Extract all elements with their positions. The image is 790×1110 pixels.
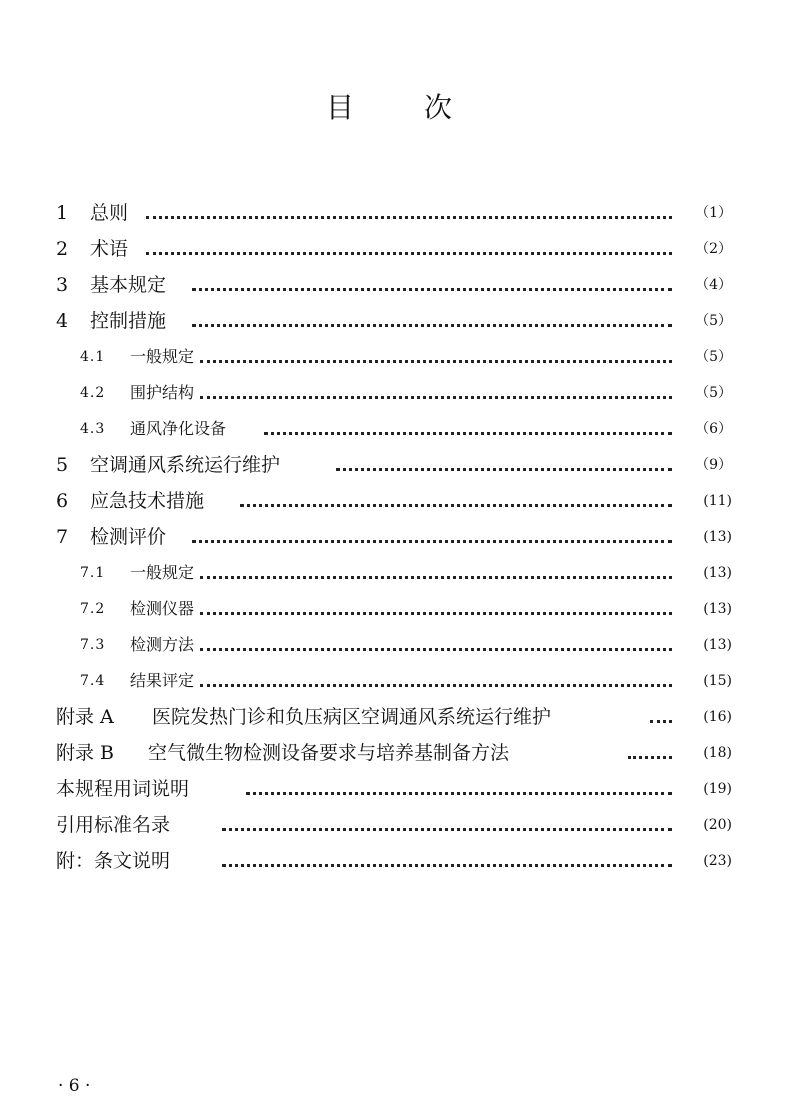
- toc-leader-dots: [192, 288, 672, 291]
- toc-entry-title: 检测仪器: [130, 599, 195, 618]
- toc-entry-title: 通风净化设备: [130, 419, 227, 438]
- toc-entry-6[interactable]: [0, 486, 790, 516]
- toc-leader-dots: [146, 252, 672, 255]
- toc-entry-7-3[interactable]: [0, 630, 790, 660]
- toc-entry-title: 围护结构: [130, 383, 195, 402]
- toc-entry-number: 4.3: [80, 421, 106, 437]
- toc-leader-dots: [246, 792, 672, 795]
- toc-entry-number: 4.1: [80, 349, 106, 365]
- toc-entry-page: （5）: [695, 349, 732, 365]
- toc-entry-page: (13): [703, 637, 732, 653]
- toc-entry-3[interactable]: [0, 270, 790, 300]
- toc-entry-number: 6: [56, 490, 69, 512]
- toc-entry-number: 7.1: [80, 565, 106, 581]
- toc-entry-page: （1）: [695, 205, 732, 221]
- toc-leader-dots: [200, 648, 672, 651]
- toc-leader-dots: [200, 396, 672, 399]
- toc-entry-number: 附录 B: [56, 742, 115, 764]
- toc-entry-number: 4.2: [80, 385, 106, 401]
- toc-entry-appendix-b[interactable]: [0, 738, 790, 768]
- toc-leader-dots: [336, 468, 672, 471]
- toc-entry-number: 5: [56, 454, 69, 476]
- toc-entry-usage-notes[interactable]: [0, 774, 790, 804]
- toc-entry-1[interactable]: [0, 198, 790, 228]
- toc-entry-7-2[interactable]: [0, 594, 790, 624]
- toc-entry-title: 一般规定: [130, 563, 195, 582]
- toc-leader-dots: [200, 612, 672, 615]
- toc-leader-dots: [628, 756, 672, 759]
- toc-leader-dots: [146, 216, 672, 219]
- toc-entry-page: （6）: [695, 421, 732, 437]
- toc-entry-page: (20): [703, 817, 732, 833]
- toc-entry-number: 7.3: [80, 637, 106, 653]
- toc-title-char-1: 目: [326, 91, 355, 124]
- toc-entry-page: (13): [703, 565, 732, 581]
- toc-entry-page: (11): [703, 493, 732, 509]
- toc-entry-7[interactable]: [0, 522, 790, 552]
- toc-leader-dots: [264, 432, 672, 435]
- toc-entry-number: 4: [56, 310, 69, 332]
- toc-entry-title: 一般规定: [130, 347, 195, 366]
- toc-leader-dots: [222, 864, 672, 867]
- toc-entry-title: 结果评定: [130, 671, 195, 690]
- toc-entry-title: 检测方法: [130, 635, 195, 654]
- toc-entry-5[interactable]: [0, 450, 790, 480]
- toc-entry-title: 应急技术措施: [90, 490, 205, 512]
- toc-entry-appendix-a[interactable]: [0, 702, 790, 732]
- toc-entry-7-1[interactable]: [0, 558, 790, 588]
- toc-entry-title: 术语: [90, 238, 129, 260]
- toc-entry-title: 本规程用词说明: [56, 778, 190, 800]
- page-number: · 6 ·: [58, 1076, 91, 1096]
- toc-title: [0, 86, 790, 130]
- toc-entry-page: (18): [703, 745, 732, 761]
- toc-entry-title: 总则: [90, 202, 129, 224]
- toc-entry-page: （5）: [695, 385, 732, 401]
- toc-entry-page: （2）: [695, 241, 732, 257]
- toc-leader-dots: [200, 684, 672, 687]
- toc-entry-title: 附：条文说明: [56, 850, 171, 872]
- toc-entry-page: (13): [703, 529, 732, 545]
- toc-entry-number: 1: [56, 202, 69, 224]
- toc-entry-page: （9）: [695, 457, 732, 473]
- toc-entry-page: (23): [703, 853, 732, 869]
- toc-entry-number: 3: [56, 274, 69, 296]
- toc-entry-page: （5）: [695, 313, 732, 329]
- toc-entry-page: (19): [703, 781, 732, 797]
- toc-entry-page: (16): [703, 709, 732, 725]
- toc-leader-dots: [192, 324, 672, 327]
- toc-entry-4-1[interactable]: [0, 342, 790, 372]
- toc-entry-page: (13): [703, 601, 732, 617]
- toc-entry-2[interactable]: [0, 234, 790, 264]
- toc-entry-page: (15): [703, 673, 732, 689]
- toc-title-char-2: 次: [424, 91, 453, 124]
- toc-entry-title: 空气微生物检测设备要求与培养基制备方法: [148, 742, 510, 764]
- toc-leader-dots: [192, 540, 672, 543]
- toc-entry-number: 7.2: [80, 601, 106, 617]
- toc-leader-dots: [650, 720, 672, 723]
- toc-entry-number: 7.4: [80, 673, 106, 689]
- toc-entry-title: 医院发热门诊和负压病区空调通风系统运行维护: [152, 706, 552, 728]
- toc-entry-number: 附录 A: [56, 706, 114, 728]
- toc-entry-number: 7: [56, 526, 69, 548]
- toc-entry-title: 检测评价: [90, 526, 167, 548]
- toc-entry-title: 引用标准名录: [56, 814, 171, 836]
- toc-entry-number: 2: [56, 238, 69, 260]
- toc-leader-dots: [200, 360, 672, 363]
- toc-entry-4-3[interactable]: [0, 414, 790, 444]
- toc-entry-referenced-standards[interactable]: [0, 810, 790, 840]
- toc-entry-4-2[interactable]: [0, 378, 790, 408]
- toc-entry-4[interactable]: [0, 306, 790, 336]
- toc-entry-title: 基本规定: [90, 274, 167, 296]
- toc-leader-dots: [200, 576, 672, 579]
- toc-entry-title: 控制措施: [90, 310, 167, 332]
- toc-entry-page: （4）: [695, 277, 732, 293]
- toc-leader-dots: [240, 504, 672, 507]
- toc-entry-title: 空调通风系统运行维护: [90, 454, 281, 476]
- toc-leader-dots: [222, 828, 672, 831]
- toc-entry-explanation[interactable]: [0, 846, 790, 876]
- toc-entry-7-4[interactable]: [0, 666, 790, 696]
